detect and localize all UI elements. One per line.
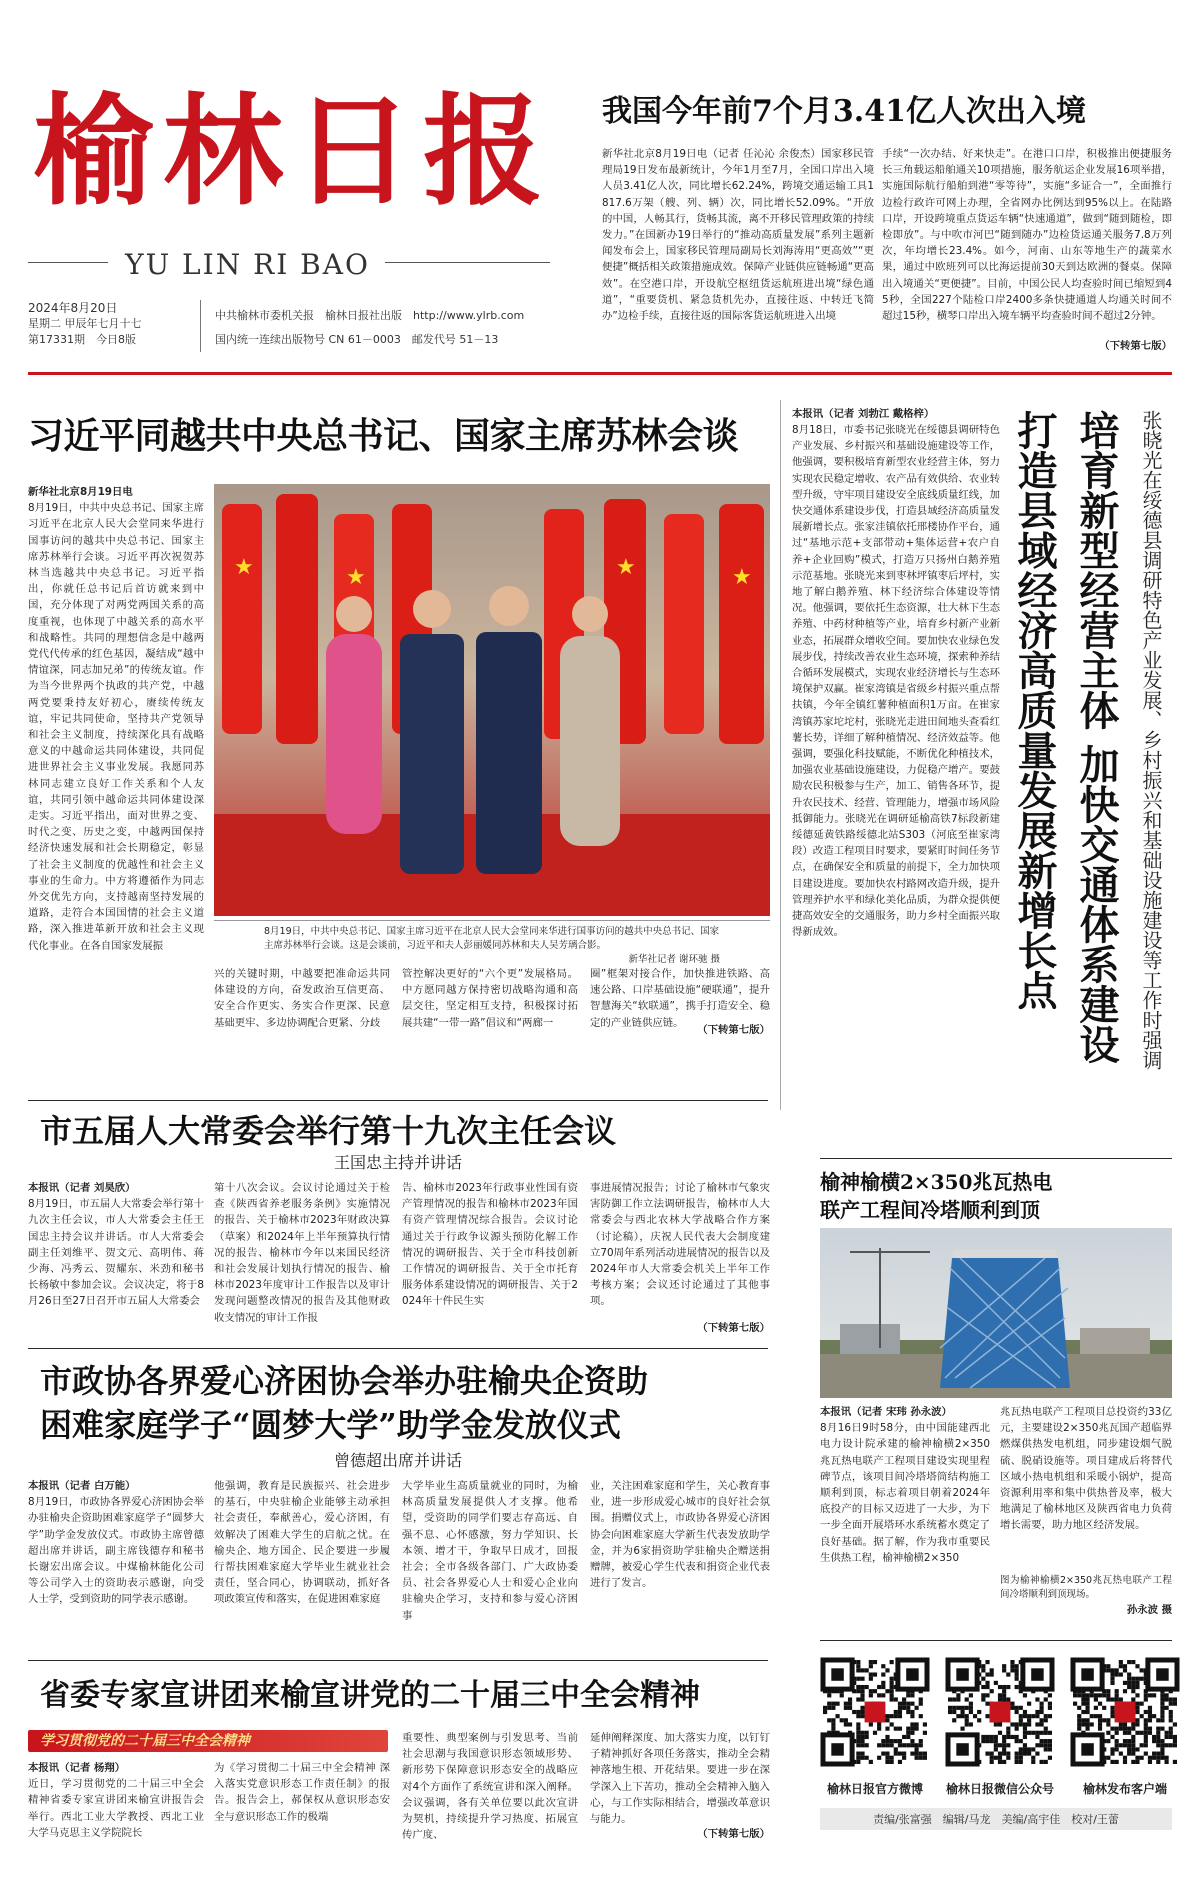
masthead-pinyin: YU LIN RI BAO (125, 248, 370, 281)
npc-col2: 第十八次会议。会议讨论通过关于检查《陕西省养老服务条例》实施情况的报告、关于榆林市2023年财政决算（草案）和2024年上半年预算执行情况的报告、榆林市今年以来国民经济和社会发展计划执行情况的报告、榆林市2023年度审计工作报告以及审计发现问题整改情况的报告及其他财政收支情况的审计工作报 (214, 1182, 390, 1324)
npc-col1: 8月19日，市五届人大常委会举行第十九次主任会议，市人大常委会主任王国忠主持会议并讲话。市人大常委会副主任刘维平、贺文元、高明伟、蒋少海、冯秀云、贺耀东、米劲和秘书长杨敏中参加会议。会议决定，将于8月26日至27日召开市五届人大常委会 (28, 1198, 204, 1308)
editor-credits: 责编/张富强 编辑/马龙 美编/高宇佳 校对/王蕾 (873, 1813, 1119, 1826)
power-byline: 本报讯（记者 宋玮 孙永波） (820, 1406, 952, 1418)
lecture-continue: （下转第七版） (697, 1828, 770, 1840)
top-story-continue: （下转第七版） (1099, 340, 1172, 352)
qr-code-weibo[interactable] (823, 1660, 927, 1764)
masthead-char-2: 林 (163, 81, 283, 222)
npc-col3: 告、榆林市2023年行政事业性国有资产管理情况的报告和榆林市2023年国有资产管理情况综合报告。会议讨论通过关于行政争议源头预防化解工作情况的调研报告、关于全市科技创新工作情况的调研报告、关于全市托育服务体系建设情况的调研报告、关于2024年十件民生实 (402, 1182, 578, 1308)
website-link[interactable]: http://www.ylrb.com (413, 309, 525, 322)
cppcc-byline: 本报讯（记者 白万能） (28, 1480, 136, 1492)
page-count: 今日8版 (96, 333, 136, 346)
svg-text:★: ★ (234, 555, 254, 580)
cppcc-col2: 他强调，教育是民族振兴、社会进步的基石，中央驻榆企业能够主动承担社会责任，奉献善心，爱心济困，有效解决了困难大学生的启航之忧。在榆央企、地方国企、民企要进一步履行帮扶困难家庭大学毕业生就业社会责任，坚合同心，协调联动，抓好各项政策宣传和落实，在促进困难家庭 (214, 1480, 390, 1606)
qr-code-app[interactable] (1073, 1660, 1177, 1764)
cppcc-headline-2: 困难家庭学子“圆梦大学”助学金发放仪式 (40, 1406, 621, 1444)
right-kicker: 张晓光在绥德县调研特色产业发展、乡村振兴和基础设施建设等工作时强调 (1139, 410, 1163, 1070)
right-headline-main-2: 打造县域经济高质量发展新增长点 (1011, 410, 1058, 1010)
cppcc-subhead: 曾德超出席并讲话 (333, 1451, 462, 1470)
lead-continue: （下转第七版） (697, 1024, 770, 1036)
lecture-col4: 延伸阐释深度、加大落实力度，以钉钉子精神抓好各项任务落实，推动全会精神落地生根、开花结果。要进一步在深学深入上下苦功，推动全会精神入脑入心，与工作实际相结合，增强改革意识与能力。 (590, 1732, 770, 1826)
lead-col4: 圈”框架对接合作，加快推进铁路、高速公路、口岸基础设施“硬联通”，提升智慧海关“软联通”，携手打造安全、稳定的产业链供应链。 (590, 968, 770, 1029)
svg-text:★: ★ (616, 555, 636, 580)
lecture-col3: 重要性、典型案例与引发思考、当前社会思潮与我国意识形态领域形势、新形势下保障意识形态安全的战略应对4个方面作了系统宣讲和深入阐释。会议强调，各有关单位要以此次宣讲为契机，持续提升学习热度、拓展宣传广度、 (402, 1732, 578, 1842)
lecture-headline: 省委专家宣讲团来榆宣讲党的二十届三中全会精神 (40, 1678, 700, 1713)
power-photo-credit: 孙永波 摄 (1126, 1604, 1172, 1616)
editor-footer (820, 1808, 1172, 1830)
npc-subhead: 王国忠主持并讲话 (333, 1153, 462, 1172)
lecture-banner-text: 学习贯彻党的二十届三中全会精神 (40, 1733, 250, 1749)
postal-code: 邮发代号 51－13 (411, 333, 499, 346)
issue-date: 2024年8月20日 (28, 301, 118, 315)
masthead-char-1: 榆 (33, 81, 153, 222)
cppcc-col1: 8月19日，市政协各界爱心济困协会举办驻榆央企资助困难家庭学子“圆梦大学”助学金发放仪式。市政协主席曾德超出席并讲话，副主席钱德存和秘书长谢宏出席会议。中煤榆林能化公司等公司学入士的资助表示感谢，向受人士学，受到资助的同学表示感谢。 (28, 1496, 204, 1606)
cppcc-headline-1: 市政协各界爱心济困协会举办驻榆央企资助 (40, 1362, 649, 1400)
weekday-lunar: 星期二 甲辰年七月十七 (28, 317, 142, 330)
cppcc-col3: 大学毕业生高质量就业的同时，为榆林高质量发展提供人才支撑。他希望，受资助的同学们要志存高远、自强不息、心怀感激，努力学知识、长本领、增才干，争取早日成才，回报社会；全市各级各部门、广大政协委员、社会各界爱心人士和爱心企业向驻榆央企学习，支持和参与爱心济困事 (402, 1480, 578, 1622)
lead-dateline: 新华社北京8月19日电 (28, 486, 133, 498)
power-photo (820, 1228, 1172, 1398)
top-story-col2: 手续“一次办结、好来快走”。在港口口岸，积极推出便捷服务长三角载运船舶通关10项措施，服务航运企业发展16项举措，实施国际航行船舶到港“零等待”，实施“多证合一”，全面推行边检行政许可网上办理，全省网办比例达到95%以上。在陆路口岸，开设跨境重点货运车辆“快速通道”，做到“随到随检，即检即放”。与中吹市河巴“随到随办”边检货运通关服务7.8万列次，年均增长23.4%。如今，河南、山东等地生产的蔬菜水果，通过中欧班列可以比海运提前30天到达欧洲的餐桌。保障出入境通关“更便捷”。目前，中国公民人均查验时间已缩短到45秒，全国227个陆检口岸2400多条快捷通道人均通关时间不超过15秒，横琴口岸出入境车辆平均查验时间不超过2分钟。 (882, 148, 1172, 323)
qr-code-wechat[interactable] (948, 1660, 1052, 1764)
qr-label-wechat: 榆林日报微信公众号 (945, 1782, 1054, 1796)
lead-col1: 8月19日，中共中央总书记、国家主席习近平在北京人民大会堂同来华进行国事访问的越共中央总书记、国家主席苏林举行会谈。习近平再次祝贺苏林当选越共中央总书记。习近平指出，你就任总书记后首访就来到中国，充分体现了对两党两国关系的高度重视，也体现了中越关系的高水平和战略性。共同的理想信念是中越两党代代传承的红色基因，凝结成“越中情谊深，同志加兄弟”的传统友谊。作为当今世界两个执政的共产党，中越两党要秉持友好初心，赓续传统友谊，牢记共同使命，坚持共产党领导和社会主义制度，持续深化具有战略意义的中越命运共同体建设，共同促进世界社会主义事业发展。我愿同苏林同志建立良好工作关系和个人友谊，共同引领中越命运共同体建设深走实。习近平指出，面对世界之变、时代之变、历史之变，中越两国保持经济快速发展和社会长期稳定，彰显了社会主义制度的优越性和社会主义事业的生命力。中方将遵循作为同志外交优先方向，支持越南坚持发展的道路，走符合本国国情的社会主义道路，深入推进革新开放和社会主义现代化事业。在各自国家发展振 (28, 502, 204, 952)
publisher: 榆林日报社出版 (325, 309, 402, 322)
lecture-byline: 本报讯（记者 杨翔） (28, 1762, 126, 1774)
masthead-char-4: 报 (423, 81, 543, 222)
right-headline-main-1: 培育新型经营主体 加快交通体系建设 (1073, 410, 1120, 1064)
npc-headline: 市五届人大常委会举行第十九次主任会议 (40, 1112, 617, 1150)
lead-headline: 习近平同越共中央总书记、国家主席苏林会谈 (28, 415, 739, 457)
issue-number: 第17331期 (28, 333, 85, 346)
masthead-char-3: 日 (293, 81, 413, 222)
masthead-logo (28, 78, 568, 222)
cppcc-col4: 业，关注困难家庭和学生，关心教育事业，进一步形成爱心城市的良好社会氛围。捐赠仪式上，市政协各界爱心济困协会向困难家庭大学新生代表发放助学金，并为6家捐资助学驻榆央企赠送捐赠牌，被爱心学生代表和捐资企业代表进行了发言。 (590, 1480, 770, 1590)
power-col1: 8月16日9时58分，由中国能建西北电力设计院承建的榆神榆横2×350兆瓦热电联产工程项目建设实现里程碑节点，该项目间冷塔塔筒结构施工顺利到顶，标志着项目朝着2024年底投产的目标又迈进了一大步，为下一步全面开展塔环水系统蓄水奠定了良好基础。据了解，作为我市重要民生供热工程，榆神榆横2×350 (820, 1422, 990, 1564)
lecture-col1: 近日，学习贯彻党的二十届三中全会精神省委专家宣讲团来榆宣讲报告会举行。西北工业大学教授、西北工业大学马克思主义学院院长 (28, 1778, 204, 1839)
qr-label-app: 榆林发布客户端 (1082, 1782, 1167, 1796)
masthead-calligraphy (28, 78, 568, 222)
power-photo-caption: 图为榆神榆横2×350兆瓦热电联产工程间冷塔顺利到顶现场。 (1000, 1575, 1172, 1600)
lead-photo (214, 484, 770, 916)
power-col2: 兆瓦热电联产工程项目总投资约33亿元，主要建设2×350兆瓦国产超临界燃煤供热发电机组，同步建设烟气脱硫、脱硝设施等。项目建成后将替代区域小热电机组和采暖小锅炉，提高资源利用率和集中供热普及率，极大地满足了榆林地区及陕西省电力负荷增长需要，助力地区经济发展。 (1000, 1406, 1172, 1532)
sponsor: 中共榆林市委机关报 (215, 309, 314, 322)
npc-col4: 事进展情况报告；讨论了榆林市气象灾害防御工作立法调研报告，榆林市人大常委会与西北农林大学战略合作方案（讨论稿），庆祝人民代表大会制度建立70周年系列活动进展情况的报告以及2024年市人大常委会机关上半年工作考核方案；会议还讨论通过了其他事项。 (590, 1182, 770, 1308)
lecture-col2: 为《学习贯彻二十届三中全会精神 深入落实党意识形态工作责任制》的报告。报告会上，郝保权从意识形态安全与意识形态工作的极端 (214, 1762, 390, 1823)
lead-col3: 管控解决更好的“六个更”发展格局。中方愿同越方保持密切战略沟通和高层交往，坚定相互支持，积极探讨拓展共建“一带一路”倡议和“两廊一 (402, 968, 578, 1029)
lecture-banner (28, 1730, 388, 1752)
lead-col2: 兴的关键时期，中越要把准命运共同体建设的方向，奋发政治互信更高、安全合作更实、务实合作更深、民意基础更牢、多边协调配合更紧、分歧 (214, 968, 390, 1029)
power-headline-1: 榆神榆横2×350兆瓦热电 (820, 1170, 1053, 1194)
qr-label-weibo: 榆林日报官方微博 (826, 1782, 923, 1796)
right-col1: 8月18日，市委书记张晓光在绥德县调研特色产业发展、乡村振兴和基础设施建设等工作，他强调，要积极培育新型农业经营主体，努力实现农民稳定增收、农产品有效供给、农业转型升级，守牢项目建设安全底线质量红线，加快交通体系建设步伐，打造县域经济高质量发展新增长点。张家洼镇依托邢楼协作平台，通过“基地示范+支部带动+集体运营+农户自养+企业回购”模式，打造万只扬州白鹅养殖示范基地。张晓光来到枣林坪镇枣后坪村，实地了解白鹅养殖、林下经济综合体建设等情况。他强调，要依托生态资源，壮大林下生态养殖、中药材种植等产业，培育乡村新产业新业态，拓展群众增收空间。要加快农业绿色发展步伐，持续改善农业生态环境，探索种养结合循环发展模式，实现农业经济增长与生态环境保护双赢。崔家湾镇是省级乡村振兴重点帮扶镇，今年全镇红薯种植面积1万亩。在崔家湾镇苏家坨坨村，张晓光走进田间地头查看红薯长势，详细了解种植情况、经济效益等。他强调，要强化科技赋能，不断优化种植技术，加强农业基础设施建设，力促稳产增产。要鼓励农民积极参与生产，加工、销售各环节，提升农民技术、经营、管理能力，增强市场风险抵御能力。张晓光在调研延榆高铁7标段新建绥德延黄铁路绥德北站S303（河底至崔家湾段）改造工程项目时要求，要紧盯时间任务节点，在确保安全和质量的前提下，全力加快项目建设进度。要加快农村路网改造升级，提升管理养护水平和绿化美化品质，为群众提供便捷高效安全的交通服务，助力乡村全面振兴取得新成效。 (792, 424, 1000, 939)
npc-byline: 本报讯（记者 刘昊欣） (28, 1182, 136, 1194)
top-story-headline: 我国今年前7个月3.41亿人次出入境 (602, 94, 1086, 129)
cn-number: 国内统一连续出版物号 CN 61－0003 (215, 333, 401, 346)
top-story-col1: 新华社北京8月19日电（记者 任沁沁 余俊杰）国家移民管理局19日发布最新统计，今年1月至7月，全国口岸出入境人员3.41亿人次，同比增长62.24%，跨境交通运输工具1817.6万架（艘、列、辆）次，同比增长52.09%。“开放的中国，人畅其行，货畅其流，离不开移民管理政策的持续发力。”在国新办19日举行的“推动高质量发展”系列主题新闻发布会上，国家移民管理局副局长刘海涛用“更高效”“更便捷”概括相关政策措施成效。保障产业链供应链畅通“更高效”。在空港口岸，开设航空枢纽货运航班进出境“绿色通道”，“重要货机、紧急货机先办，直接往返、中转迁飞简办”边检手续，直接往返的国际客货运航班进入出境 (602, 148, 874, 323)
lead-photo-caption: 8月19日，中共中央总书记、国家主席习近平在北京人民大会堂同来华进行国事访问的越共中央总书记、国家主席苏林举行会谈。这是会谈前，习近平和夫人彭丽媛同苏林和夫人吴芳璃合影。 (264, 926, 720, 951)
lead-photo-credit: 新华社记者 谢环驰 摄 (628, 954, 720, 965)
svg-text:★: ★ (346, 565, 366, 590)
power-headline-2: 联产工程间冷塔顺利到顶 (820, 1198, 1040, 1222)
right-byline: 本报讯（记者 刘勃江 戴格梓） (792, 408, 935, 420)
npc-continue: （下转第七版） (697, 1322, 770, 1334)
svg-text:★: ★ (732, 565, 752, 590)
